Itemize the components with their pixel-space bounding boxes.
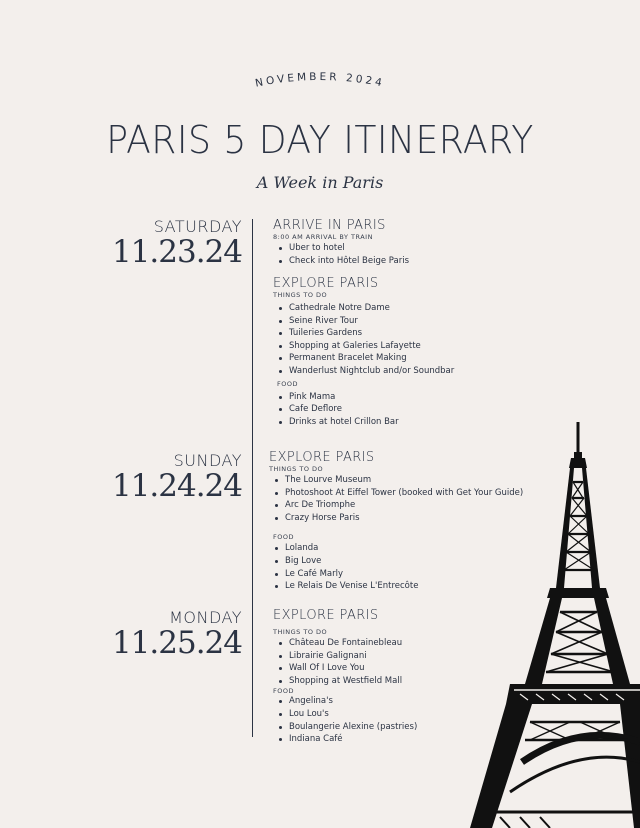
list-item: Pink Mama xyxy=(289,391,523,404)
section-explore-paris xyxy=(273,277,523,428)
month-year-textpath: NOVEMBER 2024 xyxy=(254,70,386,90)
day-name: SATURDAY xyxy=(153,217,242,236)
list-item: Château De Fontainebleau xyxy=(289,637,523,650)
activity-list xyxy=(273,302,523,378)
page-title: PARIS 5 DAY ITINERARY xyxy=(106,118,534,162)
timeline-divider xyxy=(252,219,253,737)
section-label: THINGS TO DO xyxy=(273,291,328,299)
section-arrive-in-paris xyxy=(273,219,523,267)
list-item: Big Love xyxy=(285,555,519,568)
day-date: 11.23.24 xyxy=(111,234,242,270)
list-item: Librairie Galignani xyxy=(289,650,523,663)
section-heading: EXPLORE PARIS xyxy=(273,608,379,623)
list-item: Cathedrale Notre Dame xyxy=(289,302,523,315)
food-label: FOOD xyxy=(273,533,294,542)
activity-list xyxy=(273,242,523,267)
month-year-text xyxy=(254,71,386,90)
page-subtitle: A Week in Paris xyxy=(256,173,384,192)
list-item: Shopping at Galeries Lafayette xyxy=(289,340,523,353)
list-item: Check into Hôtel Beige Paris xyxy=(289,255,523,268)
list-item: The Lourve Museum xyxy=(285,474,519,487)
list-item: Angelina's xyxy=(289,695,523,708)
list-item: Cafe Deflore xyxy=(289,403,523,416)
section-label: THINGS TO DO xyxy=(273,628,328,636)
list-item: Arc De Triomphe xyxy=(285,499,519,512)
day-date: 11.25.24 xyxy=(111,625,242,661)
section-heading: EXPLORE PARIS xyxy=(273,276,379,291)
list-item: Permanent Bracelet Making xyxy=(289,352,523,365)
list-item: Drinks at hotel Crillon Bar xyxy=(289,416,523,429)
month-year-arc xyxy=(200,60,440,110)
list-item: Lou Lou's xyxy=(289,708,523,721)
section-heading: ARRIVE IN PARIS xyxy=(273,218,386,233)
list-item: Shopping at Westfield Mall xyxy=(289,675,523,688)
food-label: FOOD xyxy=(277,379,298,388)
list-item: Wanderlust Nightclub and/or Soundbar xyxy=(289,365,523,378)
list-item: Boulangerie Alexine (pastries) xyxy=(289,721,523,734)
day-date: 11.24.24 xyxy=(111,468,242,504)
day-heading-sunday xyxy=(112,451,242,504)
list-item: Indiana Café xyxy=(289,733,523,746)
list-item: Uber to hotel xyxy=(289,242,523,255)
day-heading-monday xyxy=(112,608,242,661)
list-item: Le Café Marly xyxy=(285,568,519,581)
day-name: MONDAY xyxy=(169,608,242,627)
section-label: 8:00 AM ARRIVAL BY TRAIN xyxy=(273,233,373,241)
day-heading-saturday xyxy=(112,217,242,270)
food-label: FOOD xyxy=(273,687,294,696)
list-item: Seine River Tour xyxy=(289,315,523,328)
section-heading: EXPLORE PARIS xyxy=(269,450,375,465)
list-item: Photoshoot At Eiffel Tower (booked with Get Your Guide) xyxy=(285,487,524,498)
section-label: THINGS TO DO xyxy=(269,465,324,473)
list-item: Wall Of I Love You xyxy=(289,662,523,675)
list-item: Crazy Horse Paris xyxy=(285,512,519,525)
list-item: Lolanda xyxy=(285,542,519,555)
eiffel-tower-icon xyxy=(470,422,640,828)
day-name: SUNDAY xyxy=(173,451,242,470)
list-item: Le Relais De Venise L'Entrecôte xyxy=(285,580,519,593)
list-item: Tuileries Gardens xyxy=(289,327,523,340)
